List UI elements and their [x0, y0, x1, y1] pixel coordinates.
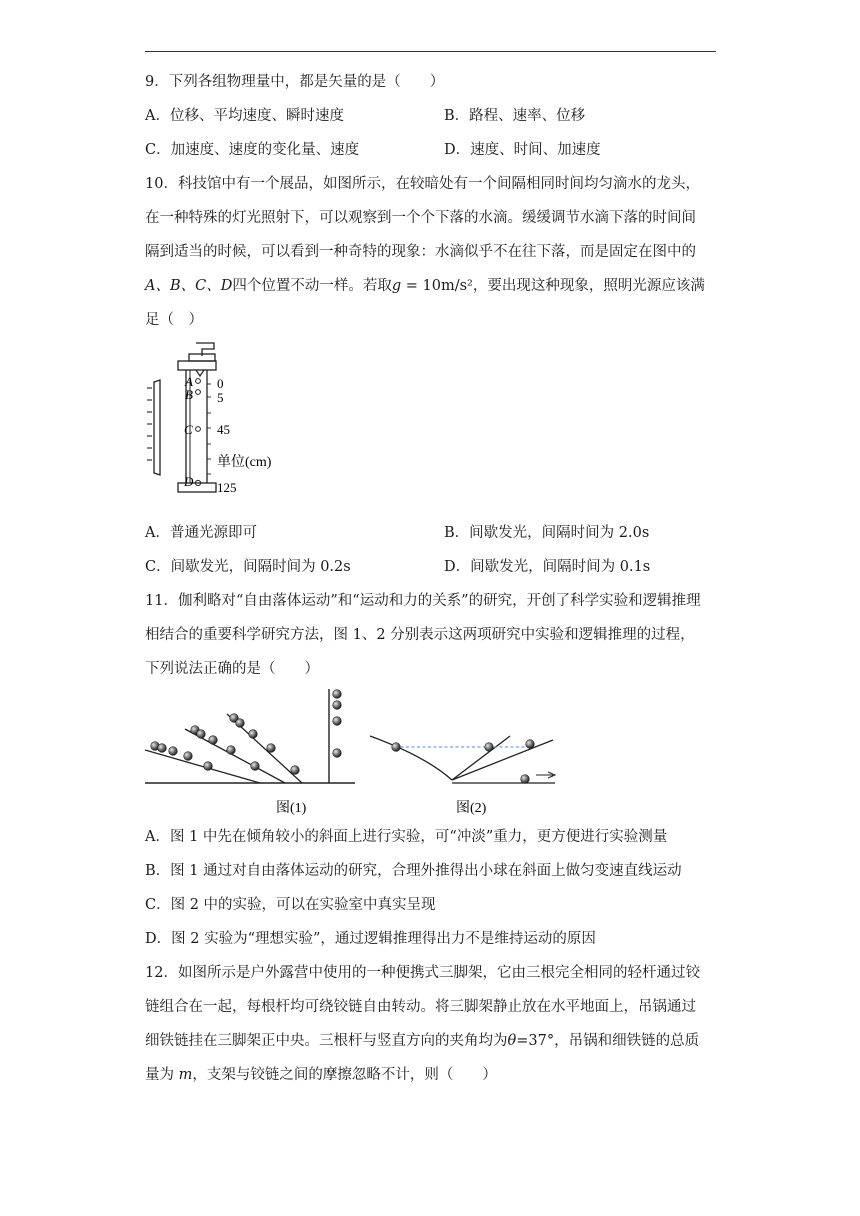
q10-option-b: B．间歇发光，间隔时间为 2.0s: [444, 525, 650, 541]
q10-line-5: 足（ ）: [145, 312, 203, 328]
q10-scale-0: 0: [217, 376, 224, 391]
q12-line-4-text-b: ，支架与铰链之间的摩擦忽略不计，则（ ）: [192, 1067, 497, 1083]
q11-option-c: C．图 2 中的实验，可以在实验室中真实呈现: [145, 897, 436, 913]
q12-line-3-text-b: =37°，吊锅和细铁链的总质: [516, 1033, 700, 1049]
q12-theta-symbol: θ: [507, 1033, 517, 1049]
q10-scale-5: 5: [217, 390, 224, 405]
q12-mass-symbol: m: [174, 1067, 193, 1083]
q10-scale-45: 45: [217, 422, 230, 437]
q10-line-2: 在一种特殊的灯光照射下，可以观察到一个个下落的水滴。缓缓调节水滴下落的时间间: [145, 210, 696, 226]
q12-line-2: 链组合在一起，每根杆均可绕铰链自由转动。将三脚架静止放在水平地面上，吊锅通过: [145, 999, 696, 1015]
q9-option-c: C．加速度、速度的变化量、速度: [145, 142, 360, 158]
q11-figure-2-caption: 图(2): [456, 801, 487, 816]
q10-position-vars: A、B、C、D: [145, 278, 233, 294]
q10-label-c: C: [184, 422, 193, 437]
q10-scale-125: 125: [217, 480, 237, 495]
q10-line-4-text: 四个位置不动一样。若取: [232, 278, 392, 294]
q10-option-a: A．普通光源即可: [145, 525, 257, 541]
q10-line-4: [145, 276, 705, 296]
q12-line-1: 12．如图所示是户外露营中使用的一种便携式三脚架，它由三根完全相同的轻杆通过铰: [145, 965, 700, 981]
q11-line-2: 相结合的重要科学研究方法，图 1、2 分别表示这两项研究中实验和逻辑推理的过程，: [145, 627, 695, 643]
q9-option-d: D．速度、时间、加速度: [444, 142, 601, 158]
q10-label-d: D: [184, 474, 194, 489]
q9-option-a: A．位移、平均速度、瞬时速度: [145, 108, 344, 124]
q9-stem: 9．下列各组物理量中，都是矢量的是（ ）: [145, 74, 445, 90]
q11-figure-galileo-experiments: [145, 684, 565, 820]
q12-line-4-text: 量为: [145, 1067, 174, 1083]
q11-figure-1-caption: 图(1): [276, 801, 307, 816]
q10-line-4-text-b: = 10m/s²，要出现这种现象，照明光源应该满: [401, 278, 705, 294]
q11-line-1: 11．伽利略对“自由落体运动”和“运动和力的关系”的研究，开创了科学实验和逻辑推理: [145, 593, 701, 609]
q10-line-1: 10．科技馆中有一个展品，如图所示，在较暗处有一个间隔相同时间均匀滴水的龙头，: [145, 176, 700, 192]
header-rule: [145, 51, 716, 52]
q10-line-3: 隔到适当的时候，可以看到一种奇特的现象：水滴似乎不在往下落，而是固定在图中的: [145, 244, 696, 260]
q11-line-3: 下列说法正确的是（ ）: [145, 661, 319, 677]
q12-line-3: [145, 1031, 699, 1051]
q10-label-a: A: [185, 374, 193, 389]
q9-option-b: B．路程、速率、位移: [444, 108, 586, 124]
q10-g-symbol: g: [391, 278, 402, 294]
q11-option-d: D．图 2 实验为“理想实验”，通过逻辑推理得出力不是维持运动的原因: [145, 931, 596, 947]
q10-option-d: D．间歇发光，间隔时间为 0.1s: [444, 559, 651, 575]
q12-line-3-text: 细铁链挂在三脚架正中央。三根杆与竖直方向的夹角均为: [145, 1033, 508, 1049]
q10-unit-label: 单位(cm): [217, 455, 272, 470]
q10-label-b: B: [185, 387, 193, 402]
q11-option-a: A．图 1 中先在倾角较小的斜面上进行实验，可“冲淡”重力，更方便进行实验测量: [145, 829, 668, 845]
q12-line-4: [145, 1065, 497, 1085]
q11-option-b: B．图 1 通过对自由落体运动的研究，合理外推得出小球在斜面上做匀变速直线运动: [145, 863, 682, 879]
q10-figure-drip-apparatus: [140, 340, 290, 500]
q10-option-c: C．间歇发光，间隔时间为 0.2s: [145, 559, 351, 575]
